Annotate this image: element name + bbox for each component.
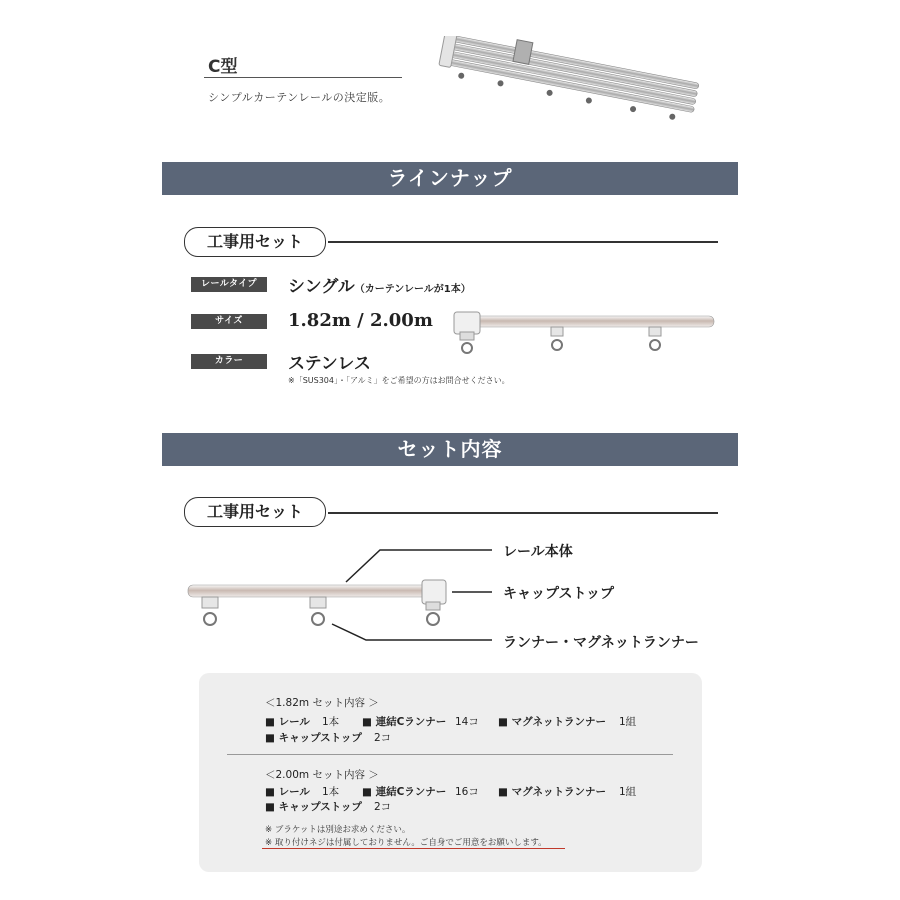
single-rail-image <box>448 308 718 360</box>
contents-divider <box>227 754 673 755</box>
rail-type-main: シングル <box>288 277 355 297</box>
size-label: サイズ <box>191 314 267 329</box>
color-note: ※「SUS304」・「アルミ」をご希望の方はお問合せください。 <box>288 376 510 385</box>
set-200-runner: ■ 連結Cランナー <box>362 786 447 798</box>
set-182-rail-qty: 1本 <box>322 716 340 728</box>
set-pill-rule <box>328 512 718 514</box>
rail-type-value <box>288 272 471 297</box>
color-label: カラー <box>191 354 267 369</box>
rail-type-sub: （カーテンレールが1本） <box>354 284 471 295</box>
note-screws: ※ 取り付けネジは付属しておりません。ご自身でご用意をお願いします。 <box>265 838 547 848</box>
pill-rule <box>328 241 718 243</box>
set-200-rail: ■ レール <box>265 786 310 798</box>
set-182-title: ＜1.82m セット内容 ＞ <box>265 697 379 709</box>
note-bracket: ※ ブラケットは別途お求めください。 <box>265 825 411 835</box>
callout-cap-stop: キャップストップ <box>503 586 615 602</box>
product-description: シンプルカーテンレールの決定版。 <box>208 91 391 104</box>
set-182-magnet: ■ マグネットランナー <box>498 716 606 728</box>
set-182-rail: ■ レール <box>265 716 310 728</box>
set-200-magnet-qty: 1組 <box>619 786 637 798</box>
set-182-cap-qty: 2コ <box>374 732 392 744</box>
rail-set-image <box>432 36 702 128</box>
color-value: ステンレス <box>288 354 371 374</box>
set-200-runner-qty: 16コ <box>455 786 479 798</box>
product-title: C型 <box>208 57 238 77</box>
lineup-banner: ラインナップ <box>162 162 738 195</box>
callout-rail-body: レール本体 <box>503 544 573 560</box>
construction-set-pill: 工事用セット <box>184 227 326 257</box>
set-182-runner-qty: 14コ <box>455 716 479 728</box>
callout-runner: ランナー・マグネットランナー <box>503 635 699 651</box>
rail-diagram <box>186 540 506 650</box>
title-underline <box>204 77 402 78</box>
size-value: 1.82m / 2.00m <box>288 310 433 331</box>
rail-type-label: レールタイプ <box>191 277 267 292</box>
set-200-title: ＜2.00m セット内容 ＞ <box>265 769 379 781</box>
set-pill: 工事用セット <box>184 497 326 527</box>
set-182-runner: ■ 連結Cランナー <box>362 716 447 728</box>
set-200-magnet: ■ マグネットランナー <box>498 786 606 798</box>
note-underline <box>262 848 565 849</box>
set-182-magnet-qty: 1組 <box>619 716 637 728</box>
set-200-cap-qty: 2コ <box>374 801 392 813</box>
set-contents-banner: セット内容 <box>162 433 738 466</box>
set-200-cap: ■ キャップストップ <box>265 801 362 813</box>
set-182-cap: ■ キャップストップ <box>265 732 362 744</box>
set-200-rail-qty: 1本 <box>322 786 340 798</box>
